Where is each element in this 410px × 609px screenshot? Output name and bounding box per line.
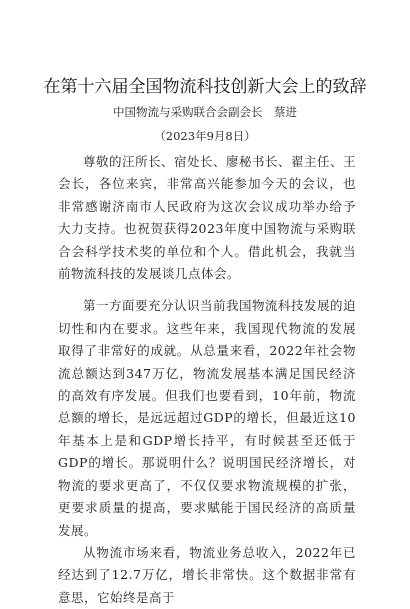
paragraph-logistics-market: 从物流市场来看，物流业务总收入，2022年已经达到了12.7万亿，增长非常快。这个数据非常有意思，它始终是高于: [58, 544, 356, 605]
paragraph-greeting: 尊敬的汪所长、宿处长、廖秘书长、翟主任、王会长，各位来宾，非常高兴能参加今天的会议，也非常感谢济南市人民政府为这次会议成功举办给予大力支持。也祝贺获得2023年度中国物流与采购联合会科学技术奖的单位和个人。借此机会，我就当前物流科技的发展谈几点体会。: [58, 154, 357, 282]
document-body: [58, 151, 356, 609]
document-title: 在第十六届全国物流科技创新大会上的致辞: [43, 77, 367, 97]
document-byline: 中国物流与采购联合会副会长 蔡进: [113, 105, 297, 119]
document-date: （2023年9月8日）: [154, 129, 256, 143]
paragraph-section-one: 第一方面要充分认识当前我国物流科技发展的迫切性和内在要求。这些年来，我国现代物流的发展取得了非常好的成就。从总量来看，2022年社会物流总额达到347万亿，物流发展基本满足国民经济的高效有序发展。但我们也要看到，10年前，物流总额的增长，是远远超过GDP的增长，但最近这10年基本上是和GDP增长持平，有时候甚至还低于GDP的增长。那说明什么？说明国民经济增长，对物流的要求更高了，不仅仅要求物流规模的扩张，更要求质量的提高，要求赋能于国民经济的高质量发展。: [58, 298, 357, 538]
